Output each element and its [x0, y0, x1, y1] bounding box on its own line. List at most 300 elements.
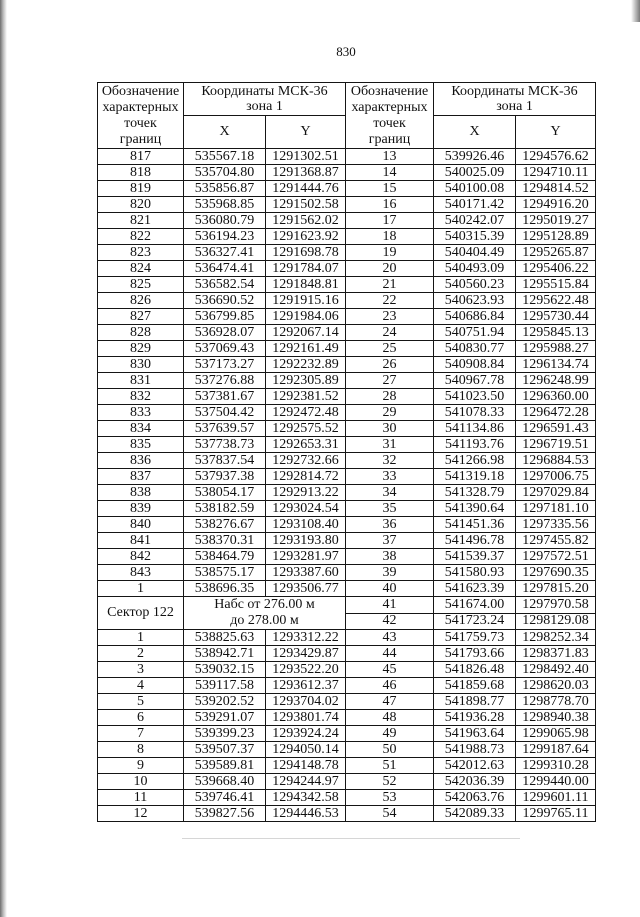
- x-coord-cell: 537738.73: [184, 437, 266, 453]
- table-row: [98, 533, 596, 549]
- table-row: [98, 421, 596, 437]
- x-coord-cell: 540404.49: [434, 245, 516, 261]
- y-coord-cell: 1299601.11: [516, 790, 596, 806]
- point-id-cell: 14: [346, 165, 434, 181]
- point-id-cell: 47: [346, 694, 434, 710]
- point-id-cell: 840: [98, 517, 184, 533]
- point-id-cell: 40: [346, 581, 434, 597]
- table-row: [98, 261, 596, 277]
- point-id-cell: 49: [346, 726, 434, 742]
- point-id-cell: 842: [98, 549, 184, 565]
- x-coord-cell: 541580.93: [434, 565, 516, 581]
- header-line: характерных: [102, 99, 179, 115]
- point-id-cell: 836: [98, 453, 184, 469]
- x-coord-cell: 542036.39: [434, 774, 516, 790]
- point-id-cell: 32: [346, 453, 434, 469]
- point-id-cell: 5: [98, 694, 184, 710]
- y-coord-cell: 1291302.51: [266, 149, 346, 165]
- y-coord-cell: 1297572.51: [516, 549, 596, 565]
- x-coord-cell: 542012.63: [434, 758, 516, 774]
- x-coord-cell: 541539.37: [434, 549, 516, 565]
- y-coord-cell: 1298252.34: [516, 630, 596, 646]
- y-coord-cell: 1292732.66: [266, 453, 346, 469]
- y-coord-cell: 1297455.82: [516, 533, 596, 549]
- y-coord-cell: 1293506.77: [266, 581, 346, 597]
- y-coord-cell: 1292232.89: [266, 357, 346, 373]
- coordinates-header: [434, 83, 596, 116]
- point-id-cell: 26: [346, 357, 434, 373]
- table-row: [98, 213, 596, 229]
- x-coord-cell: 536799.85: [184, 309, 266, 325]
- point-id-cell: 1: [98, 630, 184, 646]
- y-coord-cell: 1293801.74: [266, 710, 346, 726]
- y-coord-cell: 1291784.07: [266, 261, 346, 277]
- x-coord-cell: 541134.86: [434, 421, 516, 437]
- y-coord-cell: 1292305.89: [266, 373, 346, 389]
- x-coord-cell: 540560.23: [434, 277, 516, 293]
- x-coord-cell: 539827.56: [184, 806, 266, 822]
- point-id-cell: 25: [346, 341, 434, 357]
- point-id-cell: 39: [346, 565, 434, 581]
- table-row: [98, 277, 596, 293]
- x-coord-cell: 541898.77: [434, 694, 516, 710]
- header-line: точек: [373, 115, 406, 131]
- point-id-cell: 822: [98, 229, 184, 245]
- y-coord-cell: 1298620.03: [516, 678, 596, 694]
- x-coord-cell: 541078.33: [434, 405, 516, 421]
- x-coord-cell: 539117.58: [184, 678, 266, 694]
- point-id-cell: 16: [346, 197, 434, 213]
- x-coord-cell: 538464.79: [184, 549, 266, 565]
- y-coord-cell: 1293924.24: [266, 726, 346, 742]
- y-coord-cell: 1297181.10: [516, 501, 596, 517]
- table-row: [98, 469, 596, 485]
- y-coord-cell: 1297029.84: [516, 485, 596, 501]
- y-column-header: Y: [516, 116, 596, 149]
- point-id-cell: 818: [98, 165, 184, 181]
- point-id-cell: 42: [346, 613, 434, 630]
- table-row: [98, 581, 596, 597]
- x-coord-cell: 541623.39: [434, 581, 516, 597]
- point-id-cell: 22: [346, 293, 434, 309]
- x-coord-cell: 542063.76: [434, 790, 516, 806]
- x-coord-cell: 541963.64: [434, 726, 516, 742]
- y-coord-cell: 1296591.43: [516, 421, 596, 437]
- table-row: [98, 293, 596, 309]
- x-coord-cell: 539746.41: [184, 790, 266, 806]
- point-id-cell: 830: [98, 357, 184, 373]
- point-id-cell: 18: [346, 229, 434, 245]
- y-coord-cell: 1297815.20: [516, 581, 596, 597]
- x-coord-cell: 541451.36: [434, 517, 516, 533]
- x-coord-cell: 537504.42: [184, 405, 266, 421]
- y-coord-cell: 1293312.22: [266, 630, 346, 646]
- y-coord-cell: 1292161.49: [266, 341, 346, 357]
- header-line: характерных: [351, 99, 428, 115]
- point-id-cell: 820: [98, 197, 184, 213]
- scan-corner: [631, 0, 640, 22]
- point-id-cell: 828: [98, 325, 184, 341]
- x-coord-cell: 540100.08: [434, 181, 516, 197]
- point-id-cell: 27: [346, 373, 434, 389]
- point-id-cell: 9: [98, 758, 184, 774]
- y-coord-cell: 1299765.11: [516, 806, 596, 822]
- y-coord-cell: 1296360.00: [516, 389, 596, 405]
- table-row: [98, 742, 596, 758]
- y-coord-cell: 1293193.80: [266, 533, 346, 549]
- height-range-line: до 278.00 м: [230, 613, 299, 628]
- height-range-line: Набс от 276.00 м: [214, 597, 315, 612]
- x-coord-cell: 541723.24: [434, 613, 516, 630]
- y-coord-cell: 1295406.22: [516, 261, 596, 277]
- x-column-header: X: [434, 116, 516, 149]
- point-id-cell: 17: [346, 213, 434, 229]
- point-id-cell: 825: [98, 277, 184, 293]
- height-range-cell: [184, 597, 346, 630]
- y-coord-cell: 1294148.78: [266, 758, 346, 774]
- point-id-cell: 12: [98, 806, 184, 822]
- point-id-cell: 4: [98, 678, 184, 694]
- x-coord-cell: 540751.94: [434, 325, 516, 341]
- point-id-cell: 827: [98, 309, 184, 325]
- x-coord-cell: 536194.23: [184, 229, 266, 245]
- point-id-cell: 831: [98, 373, 184, 389]
- point-id-cell: 34: [346, 485, 434, 501]
- y-coord-cell: 1294710.11: [516, 165, 596, 181]
- header-row: [98, 83, 596, 116]
- x-coord-cell: 541023.50: [434, 389, 516, 405]
- x-coord-cell: 538182.59: [184, 501, 266, 517]
- point-id-cell: 838: [98, 485, 184, 501]
- table-row: [98, 549, 596, 565]
- x-column-header: X: [184, 116, 266, 149]
- point-id-cell: 44: [346, 646, 434, 662]
- x-coord-cell: 540242.07: [434, 213, 516, 229]
- y-coord-cell: 1294342.58: [266, 790, 346, 806]
- x-coord-cell: 538276.67: [184, 517, 266, 533]
- x-coord-cell: 537639.57: [184, 421, 266, 437]
- table-row: [98, 758, 596, 774]
- x-coord-cell: 541496.78: [434, 533, 516, 549]
- y-coord-cell: 1291623.92: [266, 229, 346, 245]
- point-id-cell: 30: [346, 421, 434, 437]
- point-id-cell: 31: [346, 437, 434, 453]
- point-id-cell: 11: [98, 790, 184, 806]
- x-coord-cell: 541936.28: [434, 710, 516, 726]
- point-id-cell: 824: [98, 261, 184, 277]
- x-coord-cell: 541390.64: [434, 501, 516, 517]
- header-line: зона 1: [246, 99, 283, 114]
- x-coord-cell: 536690.52: [184, 293, 266, 309]
- y-coord-cell: 1293522.20: [266, 662, 346, 678]
- header-line: Координаты МСК-36: [451, 84, 578, 99]
- point-id-cell: 819: [98, 181, 184, 197]
- table-row: [98, 501, 596, 517]
- point-id-cell: 843: [98, 565, 184, 581]
- x-coord-cell: 539399.23: [184, 726, 266, 742]
- point-id-cell: 33: [346, 469, 434, 485]
- point-id-cell: 833: [98, 405, 184, 421]
- point-id-cell: 52: [346, 774, 434, 790]
- table-row: [98, 325, 596, 341]
- point-id-cell: 38: [346, 549, 434, 565]
- point-id-cell: 3: [98, 662, 184, 678]
- x-coord-cell: 540315.39: [434, 229, 516, 245]
- y-coord-cell: 1291562.02: [266, 213, 346, 229]
- point-id-cell: 1: [98, 581, 184, 597]
- point-id-cell: 19: [346, 245, 434, 261]
- y-coord-cell: 1295622.48: [516, 293, 596, 309]
- table-row: [98, 790, 596, 806]
- x-coord-cell: 537069.43: [184, 341, 266, 357]
- table-row: [98, 806, 596, 822]
- x-coord-cell: 537173.27: [184, 357, 266, 373]
- header-line: зона 1: [496, 99, 533, 114]
- table-row: [98, 405, 596, 421]
- y-coord-cell: 1291984.06: [266, 309, 346, 325]
- x-coord-cell: 539668.40: [184, 774, 266, 790]
- y-coord-cell: 1293024.54: [266, 501, 346, 517]
- point-id-cell: 51: [346, 758, 434, 774]
- x-coord-cell: 537276.88: [184, 373, 266, 389]
- x-coord-cell: 538575.17: [184, 565, 266, 581]
- table-row: [98, 245, 596, 261]
- y-coord-cell: 1295845.13: [516, 325, 596, 341]
- y-coord-cell: 1295128.89: [516, 229, 596, 245]
- table-row: [98, 309, 596, 325]
- table-row: [98, 678, 596, 694]
- point-id-cell: 28: [346, 389, 434, 405]
- point-id-cell: 2: [98, 646, 184, 662]
- header-line: Координаты МСК-36: [201, 84, 328, 99]
- x-coord-cell: 540025.09: [434, 165, 516, 181]
- x-coord-cell: 540686.84: [434, 309, 516, 325]
- point-id-cell: 839: [98, 501, 184, 517]
- x-coord-cell: 538696.35: [184, 581, 266, 597]
- y-coord-cell: 1292653.31: [266, 437, 346, 453]
- x-coord-cell: 539507.37: [184, 742, 266, 758]
- table-row: [98, 662, 596, 678]
- y-coord-cell: 1297970.58: [516, 597, 596, 614]
- point-id-cell: 10: [98, 774, 184, 790]
- x-coord-cell: 542089.33: [434, 806, 516, 822]
- y-coord-cell: 1294814.52: [516, 181, 596, 197]
- point-id-cell: 53: [346, 790, 434, 806]
- x-coord-cell: 541328.79: [434, 485, 516, 501]
- y-coord-cell: 1291502.58: [266, 197, 346, 213]
- y-coord-cell: 1295019.27: [516, 213, 596, 229]
- x-coord-cell: 540623.93: [434, 293, 516, 309]
- header-line: точек: [124, 115, 157, 131]
- x-coord-cell: 540830.77: [434, 341, 516, 357]
- y-coord-cell: 1299310.28: [516, 758, 596, 774]
- table-row: [98, 229, 596, 245]
- point-id-cell: 35: [346, 501, 434, 517]
- y-coord-cell: 1294576.62: [516, 149, 596, 165]
- x-coord-cell: 536327.41: [184, 245, 266, 261]
- y-coord-cell: 1293281.97: [266, 549, 346, 565]
- point-id-cell: 829: [98, 341, 184, 357]
- point-id-cell: 823: [98, 245, 184, 261]
- header-line: Обозначение: [101, 83, 180, 99]
- point-id-cell: 29: [346, 405, 434, 421]
- point-id-cell: 36: [346, 517, 434, 533]
- y-coord-cell: 1291848.81: [266, 277, 346, 293]
- x-coord-cell: 537837.54: [184, 453, 266, 469]
- x-coord-cell: 540171.42: [434, 197, 516, 213]
- point-id-cell: 13: [346, 149, 434, 165]
- header-line: границ: [119, 131, 162, 147]
- y-coord-cell: 1296248.99: [516, 373, 596, 389]
- y-coord-cell: 1291698.78: [266, 245, 346, 261]
- y-coord-cell: 1296472.28: [516, 405, 596, 421]
- point-id-cell: 841: [98, 533, 184, 549]
- y-coord-cell: 1294446.53: [266, 806, 346, 822]
- x-coord-cell: 536928.07: [184, 325, 266, 341]
- table-body: [98, 149, 596, 822]
- y-coord-cell: 1298371.83: [516, 646, 596, 662]
- x-coord-cell: 535968.85: [184, 197, 266, 213]
- point-id-cell: 45: [346, 662, 434, 678]
- x-coord-cell: 541266.98: [434, 453, 516, 469]
- point-id-cell: 43: [346, 630, 434, 646]
- point-id-cell: 837: [98, 469, 184, 485]
- table-row: [98, 165, 596, 181]
- x-coord-cell: 539202.52: [184, 694, 266, 710]
- point-id-cell: 835: [98, 437, 184, 453]
- table-row: [98, 565, 596, 581]
- y-coord-cell: 1299187.64: [516, 742, 596, 758]
- y-coord-cell: 1295265.87: [516, 245, 596, 261]
- point-id-cell: 41: [346, 597, 434, 614]
- table-row: [98, 517, 596, 533]
- point-id-cell: 24: [346, 325, 434, 341]
- scan-artifact-line: [182, 838, 520, 839]
- table-row: [98, 630, 596, 646]
- y-coord-cell: 1293387.60: [266, 565, 346, 581]
- table-row: [98, 181, 596, 197]
- y-coord-cell: 1291915.16: [266, 293, 346, 309]
- y-coord-cell: 1293612.37: [266, 678, 346, 694]
- table-row: [98, 341, 596, 357]
- y-coord-cell: 1297335.56: [516, 517, 596, 533]
- x-coord-cell: 536474.41: [184, 261, 266, 277]
- point-designation-header: [346, 83, 434, 149]
- header-line: границ: [368, 131, 411, 147]
- table-row: [98, 197, 596, 213]
- x-coord-cell: 538054.17: [184, 485, 266, 501]
- y-coord-cell: 1296134.74: [516, 357, 596, 373]
- table-row: [98, 726, 596, 742]
- table-row: [98, 389, 596, 405]
- x-coord-cell: 536080.79: [184, 213, 266, 229]
- x-coord-cell: 541826.48: [434, 662, 516, 678]
- table-row: [98, 646, 596, 662]
- page-number: 830: [336, 44, 356, 59]
- y-coord-cell: 1297690.35: [516, 565, 596, 581]
- scan-edge: [0, 0, 7, 917]
- y-coord-cell: 1296719.51: [516, 437, 596, 453]
- x-coord-cell: 540908.84: [434, 357, 516, 373]
- y-coord-cell: 1294244.97: [266, 774, 346, 790]
- point-id-cell: 48: [346, 710, 434, 726]
- x-coord-cell: 537937.38: [184, 469, 266, 485]
- table-row: [98, 485, 596, 501]
- y-coord-cell: 1292067.14: [266, 325, 346, 341]
- table-row: [98, 774, 596, 790]
- x-coord-cell: 535856.87: [184, 181, 266, 197]
- x-coord-cell: 541793.66: [434, 646, 516, 662]
- point-id-cell: 834: [98, 421, 184, 437]
- x-coord-cell: 541319.18: [434, 469, 516, 485]
- x-coord-cell: 539926.46: [434, 149, 516, 165]
- y-coord-cell: 1293429.87: [266, 646, 346, 662]
- y-coord-cell: 1292913.22: [266, 485, 346, 501]
- sector-label-cell: Сектор 122: [98, 597, 184, 630]
- x-coord-cell: 535567.18: [184, 149, 266, 165]
- y-coord-cell: 1291368.87: [266, 165, 346, 181]
- y-coord-cell: 1295988.27: [516, 341, 596, 357]
- point-id-cell: 6: [98, 710, 184, 726]
- x-coord-cell: 539291.07: [184, 710, 266, 726]
- y-coord-cell: 1294050.14: [266, 742, 346, 758]
- table-row: [98, 149, 596, 165]
- x-coord-cell: 536582.54: [184, 277, 266, 293]
- x-coord-cell: 540967.78: [434, 373, 516, 389]
- x-coord-cell: 541859.68: [434, 678, 516, 694]
- y-coord-cell: 1293704.02: [266, 694, 346, 710]
- y-coord-cell: 1298129.08: [516, 613, 596, 630]
- x-coord-cell: 538370.31: [184, 533, 266, 549]
- y-coord-cell: 1293108.40: [266, 517, 346, 533]
- y-coord-cell: 1292472.48: [266, 405, 346, 421]
- y-coord-cell: 1298940.38: [516, 710, 596, 726]
- point-id-cell: 54: [346, 806, 434, 822]
- point-id-cell: 15: [346, 181, 434, 197]
- table-row: [98, 710, 596, 726]
- point-id-cell: 8: [98, 742, 184, 758]
- x-coord-cell: 538942.71: [184, 646, 266, 662]
- x-coord-cell: 535704.80: [184, 165, 266, 181]
- y-coord-cell: 1299065.98: [516, 726, 596, 742]
- x-coord-cell: 541674.00: [434, 597, 516, 614]
- point-designation-header: [98, 83, 184, 149]
- y-column-header: Y: [266, 116, 346, 149]
- point-id-cell: 37: [346, 533, 434, 549]
- x-coord-cell: 539032.15: [184, 662, 266, 678]
- y-coord-cell: 1295730.44: [516, 309, 596, 325]
- y-coord-cell: 1292381.52: [266, 389, 346, 405]
- y-coord-cell: 1298778.70: [516, 694, 596, 710]
- table-row: [98, 437, 596, 453]
- table-row: [98, 357, 596, 373]
- x-coord-cell: 537381.67: [184, 389, 266, 405]
- point-id-cell: 832: [98, 389, 184, 405]
- y-coord-cell: 1298492.40: [516, 662, 596, 678]
- y-coord-cell: 1291444.76: [266, 181, 346, 197]
- x-coord-cell: 541988.73: [434, 742, 516, 758]
- point-id-cell: 20: [346, 261, 434, 277]
- table-row: [98, 597, 596, 614]
- point-id-cell: 826: [98, 293, 184, 309]
- x-coord-cell: 540493.09: [434, 261, 516, 277]
- point-id-cell: 817: [98, 149, 184, 165]
- y-coord-cell: 1295515.84: [516, 277, 596, 293]
- y-coord-cell: 1296884.53: [516, 453, 596, 469]
- header-line: Обозначение: [350, 83, 429, 99]
- point-id-cell: 821: [98, 213, 184, 229]
- x-coord-cell: 541759.73: [434, 630, 516, 646]
